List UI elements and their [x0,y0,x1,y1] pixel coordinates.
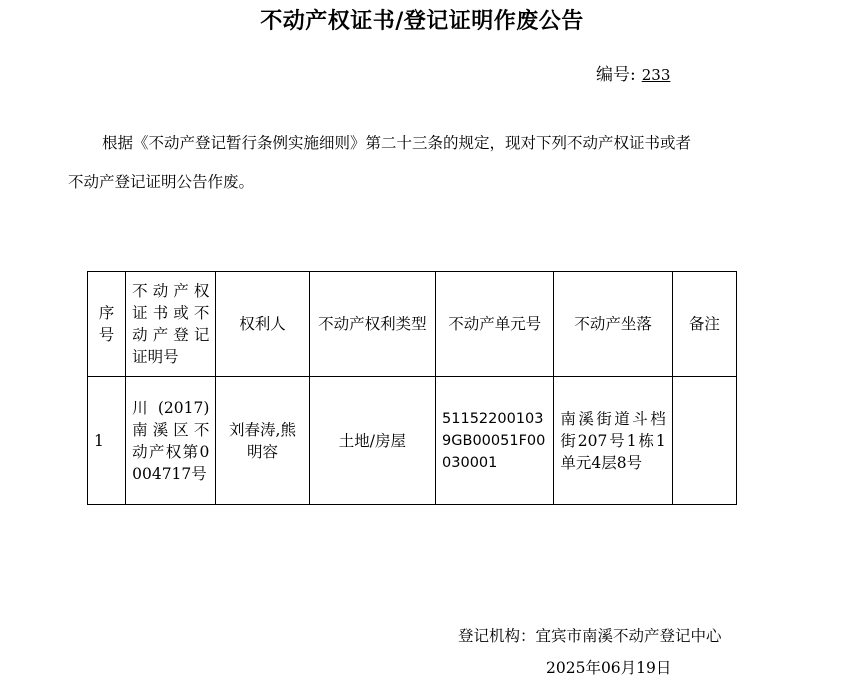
document-number [596,60,670,85]
header-cert-no: 不动产权证书或不动产登记证明号 [126,272,216,377]
announcement-paragraph [68,124,768,202]
table-row [88,377,737,505]
number-label: 编号: [596,65,636,85]
org-name: 宜宾市南溪不动产登记中心 [535,627,722,645]
header-owner: 权利人 [216,272,309,377]
cell-seq: 1 [88,377,126,505]
cell-remark [672,377,736,505]
table-header-row [88,272,737,377]
cell-unit-no: 511522001039GB00051F00030001 [436,377,554,505]
paragraph-line-1: 根据《不动产登记暂行条例实施细则》第二十三条的规定，现对下列不动产权证书或者 [102,134,692,152]
registration-authority [458,624,722,646]
number-value: 233 [641,66,671,84]
page-title: 不动产权证书/登记证明作废公告 [260,8,584,34]
cell-cert-no: 川(2017)南溪区不动产权第0004717号 [126,377,216,505]
header-location: 不动产坐落 [554,272,672,377]
paragraph-line-2: 不动产登记证明公告作废。 [68,173,255,191]
header-right-type: 不动产权利类型 [309,272,435,377]
header-unit-no: 不动产单元号 [436,272,554,377]
org-label: 登记机构： [458,627,536,645]
cell-right-type: 土地/房屋 [309,377,435,505]
cell-location: 南溪街道斗档街207号1栋1单元4层8号 [554,377,672,505]
header-seq: 序号 [88,272,126,377]
cell-owner: 刘春涛,熊明容 [216,377,309,505]
announcement-date: 2025年06月19日 [546,659,672,677]
header-remark: 备注 [672,272,736,377]
void-certificates-table [87,271,737,505]
